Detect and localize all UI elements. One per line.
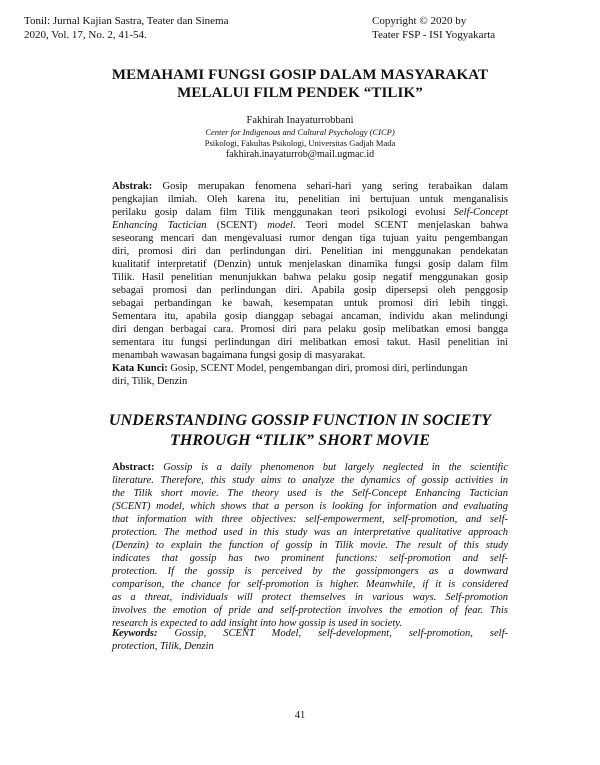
abstrak-line: Abstrak: Gosip merupakan fenomena sehari-hari yang sering terabaikan dalam bbox=[112, 181, 508, 192]
kata-kunci-line: diri, Tilik, Denzin bbox=[112, 376, 188, 387]
abstract-line: research is expected to add insight into how gossip is used in society. bbox=[112, 618, 402, 629]
journal-citation bbox=[24, 14, 228, 42]
abstract-line: protection. If the gossip is perceived by the gossipmongers as a downward bbox=[112, 566, 508, 577]
abstrak-line: Tilik. Hasil penelitian menunjukkan bahwa pelaku gosip negatif menggunakan gosip bbox=[112, 272, 508, 283]
abstract-line: protection. The method used in this study was an interpretative qualitative approach bbox=[112, 527, 508, 538]
title-english bbox=[0, 411, 600, 451]
abstract-line: involves the emotion of pride and self-protection involves the emotion of fear. This bbox=[112, 605, 508, 616]
abstrak-line: perilaku gosip dalam film Tilik menggunakan teori psikologi evolusi Self-Concept bbox=[112, 207, 508, 218]
abstract-line: the Tilik short movie. The theory used is the Self-Concept Enhancing Tactician bbox=[112, 488, 508, 499]
abstract-line: Abstract: Gossip is a daily phenomenon but largely neglected in the scientific bbox=[112, 462, 508, 473]
abstrak-label: Abstrak: bbox=[112, 181, 153, 192]
title-english-line-2: THROUGH “TILIK” SHORT MOVIE bbox=[169, 432, 431, 449]
abstrak-line: diri dengan berbagai cara. Promosi diri para pelaku gosip melibatkan emosi bangga bbox=[112, 324, 508, 335]
copyright-holder: Teater FSP - ISI Yogyakarta bbox=[372, 29, 496, 41]
abstract-line: (SCENT) model, which shows that a person is looking for information and evaluating bbox=[112, 501, 508, 512]
abstrak-line: kualitatif interpretatif (Denzin) untuk menjelaskan dinamika fungsi gosip dalam film bbox=[112, 259, 508, 270]
kata-kunci-label: Kata Kunci: bbox=[112, 363, 168, 374]
kata-kunci-line: Kata Kunci: Gosip, SCENT Model, pengembangan diri, promosi diri, perlindungan bbox=[112, 363, 468, 374]
abstract-line: that information with three objectives: self-empowerment, self-promotion, and self- bbox=[112, 514, 508, 525]
abstrak-line: Enhancing Tactician (SCENT) model. Teori model SCENT menjelaskan bahwa bbox=[112, 220, 508, 231]
abstrak-line: seseorang mencari dan mengevaluasi rumor dengan tiga tujuan yaitu pengembangan bbox=[112, 233, 508, 244]
title-english-line-1: UNDERSTANDING GOSSIP FUNCTION IN SOCIETY bbox=[108, 412, 492, 429]
kata-kunci bbox=[112, 362, 508, 388]
title-indonesian bbox=[0, 66, 600, 102]
abstract-line: literature. Therefore, this study aims to analyze the dynamics of gossip activities in bbox=[112, 475, 508, 486]
abstrak-line: menambah wawasan bagaimana fungsi gosip di masyarakat. bbox=[112, 350, 366, 361]
copyright-notice bbox=[372, 14, 495, 42]
keywords bbox=[112, 627, 508, 653]
keywords-line: Keywords: Gossip, SCENT Model, self-development, self-promotion, self- bbox=[112, 628, 508, 639]
abstrak-indonesian bbox=[112, 180, 508, 362]
title-indonesian-line-2: MELALUI FILM PENDEK “TILIK” bbox=[177, 85, 423, 101]
author-center: Center for Indigenous and Cultural Psychology (CICP) bbox=[205, 127, 395, 137]
title-indonesian-line-1: MEMAHAMI FUNGSI GOSIP DALAM MASYARAKAT bbox=[111, 67, 489, 83]
abstract-english bbox=[112, 461, 508, 630]
abstract-line: indicates that gossip has two prominent functions: self-promotion and self- bbox=[112, 553, 508, 564]
author-email[interactable]: fakhirah.inayaturrob@mail.ugmac.id bbox=[225, 149, 375, 160]
abstrak-line: sebagai promosi dan perlindungan diri. Apabila gosip dipersepsi oleh penggosip bbox=[112, 285, 508, 296]
abstract-line: comparison, the chance for self-promotion is higher. Meanwhile, if it is considered bbox=[112, 579, 508, 590]
keywords-label: Keywords: bbox=[112, 628, 158, 639]
abstrak-line: diri, promosi diri dan perlindungan diri. Penelitian ini menggunakan pendekatan bbox=[112, 246, 508, 257]
keywords-line: protection, Tilik, Denzin bbox=[112, 641, 214, 652]
page-number: 41 bbox=[294, 710, 306, 721]
abstract-label: Abstract: bbox=[112, 462, 155, 473]
abstrak-line: Sementara itu, apabila gosip dianggap sebagai ancaman, individu akan melindungi bbox=[112, 311, 508, 322]
abstract-line: (Denzin) to explain the function of gossip in Tilik movie. The result of this study bbox=[112, 540, 508, 551]
journal-name: Tonil: Jurnal Kajian Sastra, Teater dan Sinema bbox=[24, 15, 229, 27]
abstrak-line: sementara itu fungsi perlindungan diri melibatkan emosi takut. Hasil penelitian ini bbox=[112, 337, 508, 348]
abstrak-line: pengkajian ilmiah. Oleh karena itu, penelitian ini bertujuan untuk menganalisis bbox=[112, 194, 508, 205]
abstract-line: as a threat, individuals will protect themselves in various ways. Self-promotion bbox=[112, 592, 508, 603]
copyright-year: Copyright © 2020 by bbox=[372, 15, 467, 27]
author-block bbox=[0, 114, 600, 161]
journal-volume: 2020, Vol. 17, No. 2, 41-54. bbox=[24, 29, 147, 41]
author-name: Fakhirah Inayaturrobbani bbox=[246, 115, 354, 126]
author-affiliation: Psikologi, Fakultas Psikologi, Universitas Gadjah Mada bbox=[204, 138, 396, 148]
abstrak-line: sebagai perbandingan ke bawah, kesempatan untuk promosi diri lebih tinggi. bbox=[112, 298, 508, 309]
